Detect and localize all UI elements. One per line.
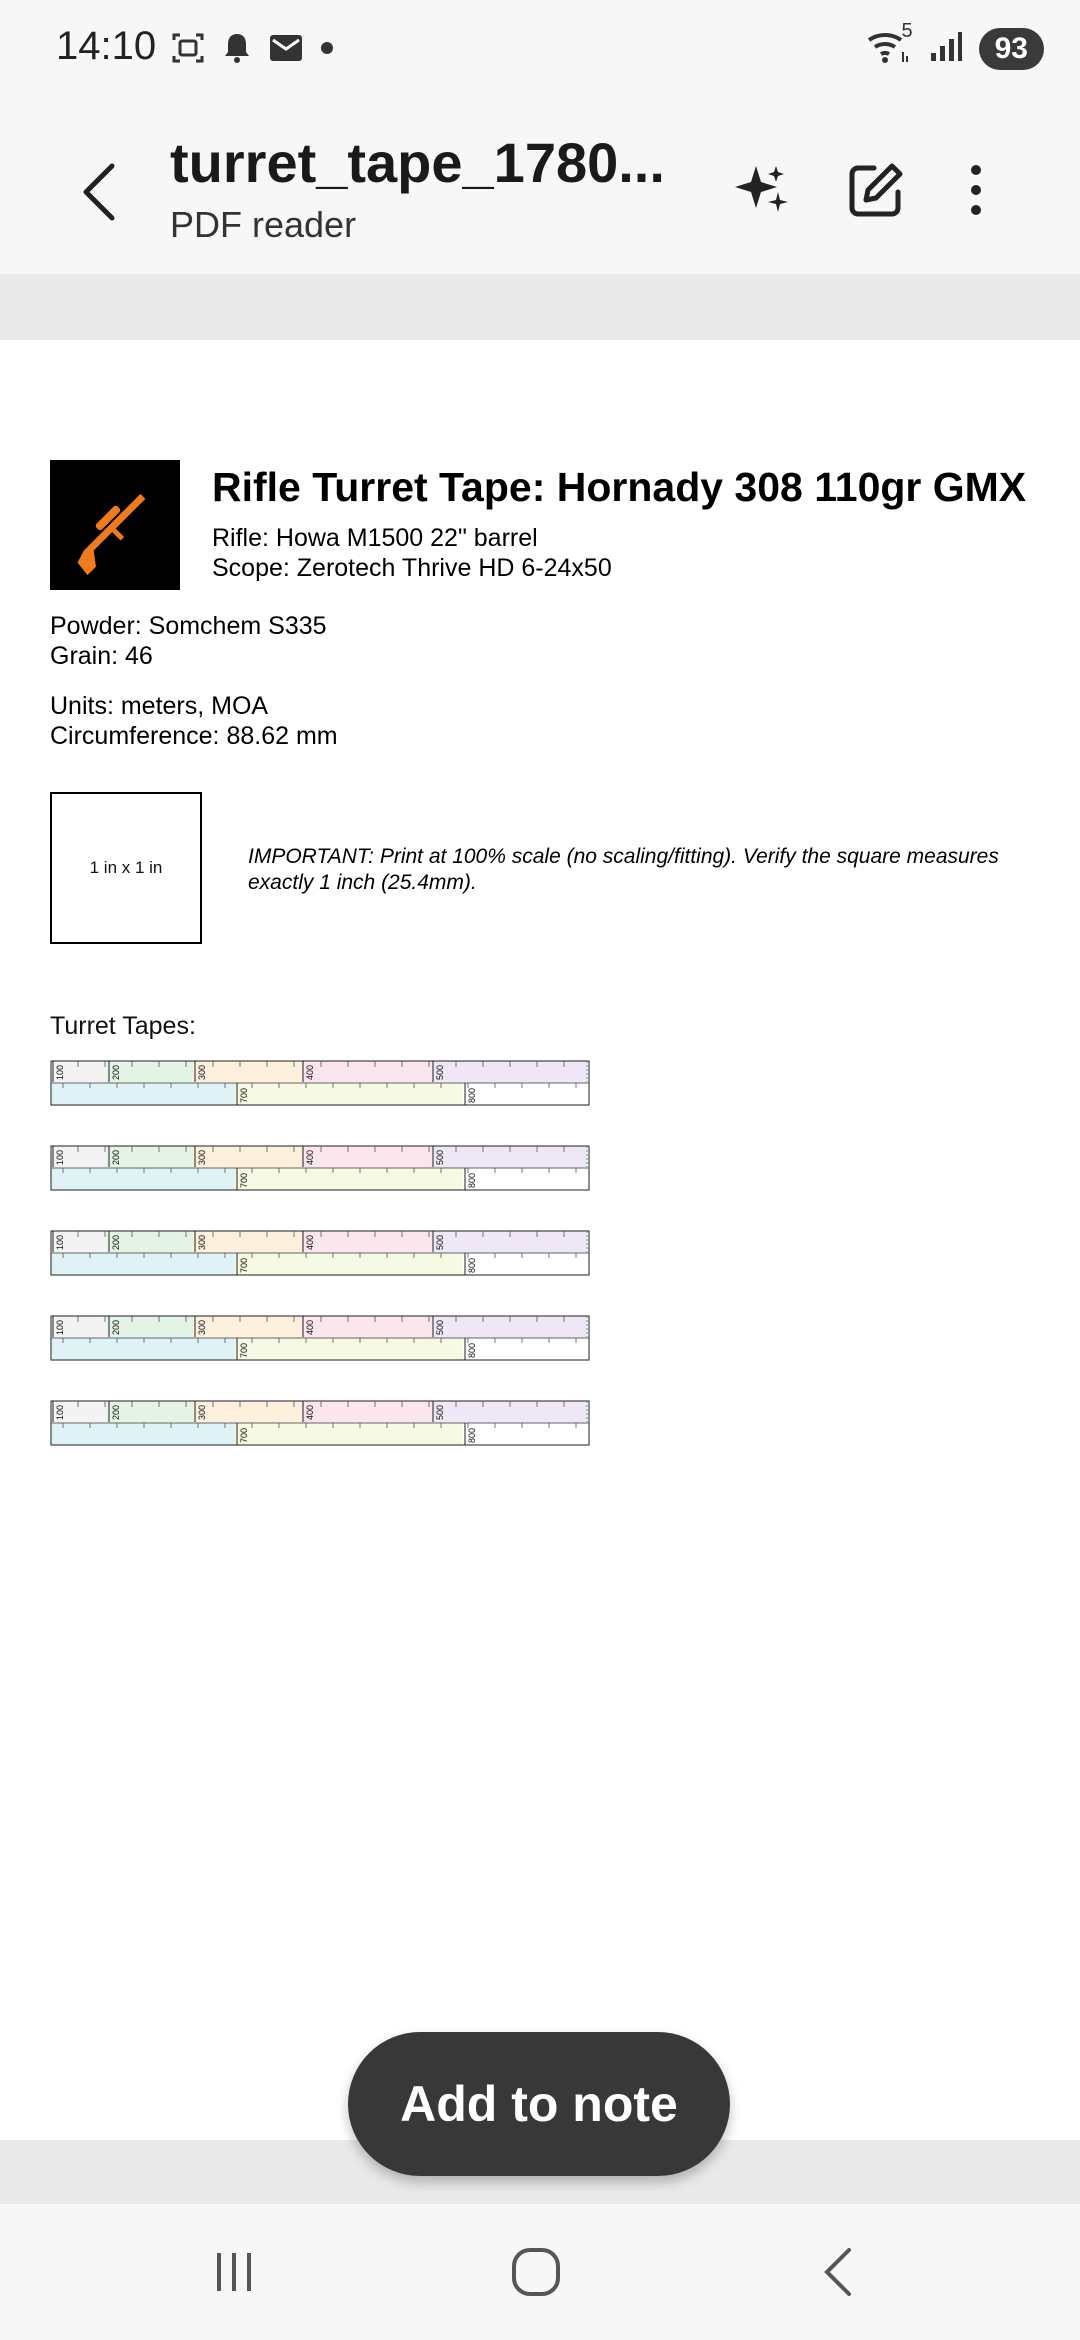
screenshot-icon xyxy=(170,30,206,71)
tape-label: 300 xyxy=(197,1319,207,1335)
tape-segment-top xyxy=(301,1401,431,1423)
turret-tape-graphic xyxy=(50,1400,590,1446)
tape-label: 800 xyxy=(467,1427,477,1443)
scope-info: Scope: Zerotech Thrive HD 6-24x50 xyxy=(212,554,612,582)
rifle-logo xyxy=(50,460,180,590)
tape-label: 800 xyxy=(467,1172,477,1188)
tape-label: 200 xyxy=(111,1319,121,1335)
turret-tape xyxy=(50,1400,590,1446)
tape-segment-top xyxy=(301,1061,431,1083)
tape-label: 700 xyxy=(239,1427,249,1443)
tape-segment-top xyxy=(301,1316,431,1338)
status-time: 14:10 xyxy=(56,24,157,68)
tape-segment-bottom xyxy=(51,1423,235,1445)
more-vertical-icon xyxy=(966,160,986,220)
system-nav-bar xyxy=(0,2204,1080,2340)
print-instructions: IMPORTANT: Print at 100% scale (no scaling/fitting). Verify the square measures exactly 1 inch (25.4mm). xyxy=(248,845,999,894)
tape-segment-bottom xyxy=(463,1253,589,1275)
tape-label: 100 xyxy=(55,1149,65,1165)
tape-segment-top xyxy=(193,1316,301,1338)
ai-sparkle-button[interactable] xyxy=(722,150,802,230)
tape-label: 400 xyxy=(305,1404,315,1420)
system-icons xyxy=(865,20,1044,71)
tape-label: 300 xyxy=(197,1149,207,1165)
tape-label: 100 xyxy=(55,1064,65,1080)
tape-label: 200 xyxy=(111,1149,121,1165)
tape-label: 800 xyxy=(467,1257,477,1273)
tape-label: 500 xyxy=(435,1149,445,1165)
tape-label: 400 xyxy=(305,1319,315,1335)
tape-label: 500 xyxy=(435,1234,445,1250)
calibration-square-label: 1 in x 1 in xyxy=(89,858,163,877)
wifi-badge: 5 xyxy=(901,20,913,42)
tape-label: 300 xyxy=(197,1234,207,1250)
turret-tape xyxy=(50,1060,590,1106)
tape-label: 100 xyxy=(55,1319,65,1335)
tape-segment-bottom xyxy=(463,1083,589,1105)
tape-label: 200 xyxy=(111,1234,121,1250)
add-to-note-button[interactable]: Add to note xyxy=(348,2032,730,2176)
tape-segment-bottom xyxy=(463,1423,589,1445)
tape-label: 400 xyxy=(305,1149,315,1165)
mail-icon xyxy=(268,32,304,69)
tape-segment-bottom xyxy=(51,1253,235,1275)
tape-label: 100 xyxy=(55,1234,65,1250)
tape-segment-top xyxy=(193,1231,301,1253)
turret-tape xyxy=(50,1230,590,1276)
turret-tape-graphic xyxy=(50,1315,590,1361)
tape-label: 500 xyxy=(435,1404,445,1420)
turret-tape-graphic xyxy=(50,1060,590,1106)
tape-label: 100 xyxy=(55,1404,65,1420)
turret-tape xyxy=(50,1315,590,1361)
tape-label: 700 xyxy=(239,1172,249,1188)
turret-tape-graphic xyxy=(50,1230,590,1276)
tape-segment-top xyxy=(193,1401,301,1423)
tape-label: 200 xyxy=(111,1404,121,1420)
tape-segment-top xyxy=(301,1231,431,1253)
edit-icon xyxy=(846,160,906,220)
tape-segment-bottom xyxy=(51,1083,235,1105)
calibration-square xyxy=(50,792,202,944)
tape-label: 300 xyxy=(197,1064,207,1080)
bell-icon xyxy=(222,31,252,70)
edit-button[interactable] xyxy=(836,150,916,230)
tape-label: 500 xyxy=(435,1064,445,1080)
tape-segment-bottom xyxy=(235,1253,463,1275)
tape-segment-bottom xyxy=(51,1168,235,1190)
battery-indicator: 93 xyxy=(979,28,1044,70)
tape-label: 700 xyxy=(239,1342,249,1358)
tape-segment-top xyxy=(193,1146,301,1168)
tape-label: 200 xyxy=(111,1064,121,1080)
tape-segment-top xyxy=(193,1061,301,1083)
tape-segment-bottom xyxy=(235,1423,463,1445)
wifi-icon xyxy=(865,20,913,71)
turret-tapes-label: Turret Tapes: xyxy=(50,1012,196,1040)
file-title: turret_tape_1780... xyxy=(170,131,665,194)
app-bar xyxy=(0,100,1080,274)
chevron-left-icon xyxy=(70,152,130,232)
tape-segment-bottom xyxy=(235,1338,463,1360)
more-options-button[interactable] xyxy=(936,150,1016,230)
tape-label: 300 xyxy=(197,1404,207,1420)
turret-tape-graphic xyxy=(50,1145,590,1191)
back-button[interactable] xyxy=(70,152,130,232)
units-info: Units: meters, MOA xyxy=(50,692,269,720)
pdf-page[interactable] xyxy=(0,340,1080,2140)
tape-label: 400 xyxy=(305,1234,315,1250)
tape-segment-bottom xyxy=(235,1168,463,1190)
tape-segment-bottom xyxy=(463,1168,589,1190)
recent-apps-button[interactable] xyxy=(194,2242,274,2302)
document-title: Rifle Turret Tape: Hornady 308 110gr GMX xyxy=(212,464,1027,510)
recent-apps-icon xyxy=(209,2247,259,2297)
sparkle-icon xyxy=(732,160,792,220)
app-subtitle: PDF reader xyxy=(170,204,357,245)
tape-segment-bottom xyxy=(235,1083,463,1105)
rifle-info: Rifle: Howa M1500 22" barrel xyxy=(212,524,538,552)
dot-icon xyxy=(320,41,334,60)
tape-label: 700 xyxy=(239,1087,249,1103)
rifle-icon xyxy=(70,475,160,575)
tape-label: 800 xyxy=(467,1087,477,1103)
tape-label: 500 xyxy=(435,1319,445,1335)
signal-icon xyxy=(929,29,963,68)
tape-segment-bottom xyxy=(51,1338,235,1360)
turret-tape xyxy=(50,1145,590,1191)
grain-info: Grain: 46 xyxy=(50,642,153,670)
home-icon xyxy=(509,2245,563,2299)
tape-label: 800 xyxy=(467,1342,477,1358)
home-button[interactable] xyxy=(496,2242,576,2302)
nav-back-button[interactable] xyxy=(800,2242,880,2302)
circumference-info: Circumference: 88.62 mm xyxy=(50,722,338,750)
back-icon xyxy=(815,2245,865,2299)
notification-icons xyxy=(170,30,334,71)
tape-segment-top xyxy=(301,1146,431,1168)
status-bar xyxy=(0,0,1080,100)
tape-label: 700 xyxy=(239,1257,249,1273)
tape-label: 400 xyxy=(305,1064,315,1080)
powder-info: Powder: Somchem S335 xyxy=(50,612,327,640)
tape-segment-bottom xyxy=(463,1338,589,1360)
